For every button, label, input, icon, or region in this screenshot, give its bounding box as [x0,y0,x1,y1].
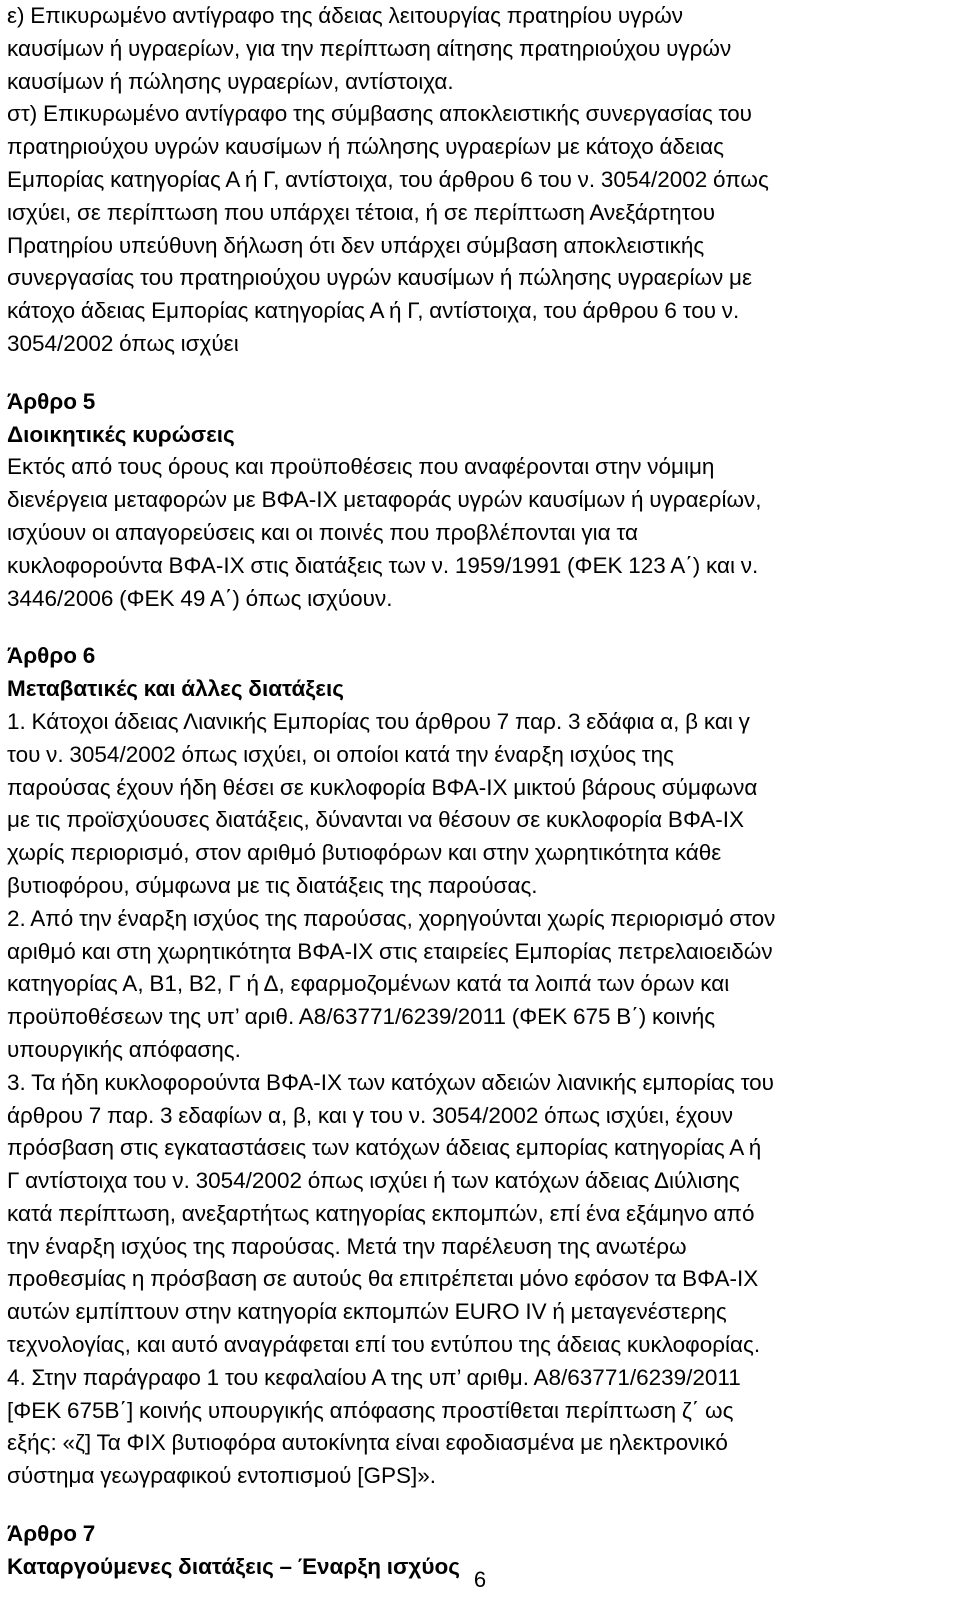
article-5 [7,386,952,616]
text-line: ισχύει, σε περίπτωση που υπάρχει τέτοια, ή σε περίπτωση Ανεξάρτητου [7,199,716,225]
text-line: βυτιοφόρου, σύμφωνα με τις διατάξεις της παρούσας. [7,872,538,898]
article-7-number: Άρθρο 7 [7,1521,96,1547]
article-7-title: Καταργούμενες διατάξεις – Έναρξη ισχύος [7,1553,460,1579]
text-line: παρούσας έχουν ήδη θέσει σε κυκλοφορία ΒΦΑ-ΙΧ μικτού βάρους σύμφωνα [7,774,758,800]
text-line: κατά περίπτωση, ανεξαρτήτως κατηγορίας εκπομπών, επί ένα εξάμηνο από [7,1200,755,1226]
text-line: συνεργασίας του πρατηριούχου υγρών καυσίμων ή πώλησης υγραερίων με [7,265,753,291]
text-line: Εμπορίας κατηγορίας Α ή Γ, αντίστοιχα, του άρθρου 6 του ν. 3054/2002 όπως [7,166,769,192]
text-line: υπουργικής απόφασης. [7,1036,241,1062]
item-e-paragraph [7,0,952,98]
text-line: αυτών εμπίπτουν στην κατηγορία εκπομπών EURO IV ή μεταγενέστερης [7,1299,727,1325]
text-line: ισχύουν οι απαγορεύσεις και οι ποινές που προβλέπονται για τα [7,519,639,545]
article-5-number: Άρθρο 5 [7,388,96,414]
text-line: κυκλοφορούντα ΒΦΑ-ΙΧ στις διατάξεις των ν. 1959/1991 (ΦΕΚ 123 Α΄) και ν. [7,552,759,578]
text-line: πρόσβαση στις εγκαταστάσεις των κατόχων άδειας εμπορίας κατηγορίας Α ή [7,1135,762,1161]
text-line: 1. Κάτοχοι άδειας Λιανικής Εμπορίας του άρθρου 7 παρ. 3 εδάφια α, β και γ [7,708,750,734]
text-line: άρθρου 7 παρ. 3 εδαφίων α, β, και γ του ν. 3054/2002 όπως ισχύει, έχουν [7,1102,734,1128]
article-6 [7,640,952,1493]
text-line: Γ αντίστοιχα του ν. 3054/2002 όπως ισχύει ή των κατόχων άδειας Διύλισης [7,1168,740,1194]
text-line: τεχνολογίας, και αυτό αναγράφεται επί του εντύπου της άδειας κυκλοφορίας. [7,1332,761,1358]
text-line: καυσίμων ή πώλησης υγραερίων, αντίστοιχα. [7,68,454,94]
page-number: 6 [473,1567,487,1592]
text-line: 2. Από την έναρξη ισχύος της παρούσας, χορηγούνται χωρίς περιορισμό στον [7,905,776,931]
paragraph-gap [7,361,952,386]
text-line: του ν. 3054/2002 όπως ισχύει, οι οποίοι κατά την έναρξη ισχύος της [7,741,675,767]
text-line: ε) Επικυρωμένο αντίγραφο της άδειας λειτουργίας πρατηρίου υγρών [7,3,684,28]
document-body [7,0,952,1584]
text-line: 3446/2006 (ΦΕΚ 49 Α΄) όπως ισχύουν. [7,585,393,611]
text-line: 4. Στην παράγραφο 1 του κεφαλαίου Α της υπ’ αριθμ. Α8/63771/6239/2011 [7,1364,741,1390]
text-line: 3. Τα ήδη κυκλοφορούντα ΒΦΑ-ΙΧ των κατόχων αδειών λιανικής εμπορίας του [7,1069,774,1095]
text-line: με τις προϊσχύουσες διατάξεις, δύνανται να θέσουν σε κυκλοφορία ΒΦΑ-ΙΧ [7,807,745,833]
paragraph-gap [7,1493,952,1518]
text-line: πρατηριούχου υγρών καυσίμων ή πώλησης υγραερίων με κάτοχο άδειας [7,134,724,160]
article-6-title: Μεταβατικές και άλλες διατάξεις [7,676,344,702]
text-line: διενέργεια μεταφορών με ΒΦΑ-ΙΧ μεταφοράς υγρών καυσίμων ή υγραερίων, [7,487,762,513]
text-line: προθεσμίας η πρόσβαση σε αυτούς θα επιτρέπεται μόνο εφόσον τα ΒΦΑ-ΙΧ [7,1266,759,1292]
text-line: Πρατηρίου υπεύθυνη δήλωση ότι δεν υπάρχει σύμβαση αποκλειστικής [7,232,705,258]
text-line: κατηγορίας Α, Β1, Β2, Γ ή Δ, εφαρμοζομένων κατά τα λοιπά των όρων και [7,971,730,997]
text-line: εξής: «ζ] Τα ΦΙΧ βυτιοφόρα αυτοκίνητα είναι εφοδιασμένα με ηλεκτρονικό [7,1430,728,1456]
text-line: αριθμό και στη χωρητικότητα ΒΦΑ-ΙΧ στις εταιρείες Εμπορίας πετρελαιοειδών [7,938,773,964]
text-line: σύστημα γεωγραφικού εντοπισμού [GPS]». [7,1463,437,1489]
text-line: Εκτός από τους όρους και προϋποθέσεις που αναφέρονται στην νόμιμη [7,454,715,480]
text-line: 3054/2002 όπως ισχύει [7,330,239,356]
text-line: καυσίμων ή υγραερίων, για την περίπτωση αίτησης πρατηριούχου υγρών [7,35,732,61]
text-line: κάτοχο άδειας Εμπορίας κατηγορίας Α ή Γ, αντίστοιχα, του άρθρου 6 του ν. [7,298,740,324]
article-6-number: Άρθρο 6 [7,643,96,669]
paragraph-gap [7,615,952,640]
text-line: στ) Επικυρωμένο αντίγραφο της σύμβασης αποκλειστικής συνεργασίας του [7,101,752,127]
text-line: προϋποθέσεων της υπ’ αριθ. Α8/63771/6239/2011 (ΦΕΚ 675 Β΄) κοινής [7,1004,716,1030]
item-st-paragraph [7,98,952,360]
article-5-title: Διοικητικές κυρώσεις [7,421,235,447]
text-line: την έναρξη ισχύος της παρούσας. Μετά την παρέλευση της ανωτέρω [7,1233,687,1259]
text-line: χωρίς περιορισμό, στον αριθμό βυτιοφόρων και στην χωρητικότητα κάθε [7,840,722,866]
text-line: [ΦΕΚ 675Β΄] κοινής υπουργικής απόφασης προστίθεται περίπτωση ζ΄ ως [7,1397,734,1423]
